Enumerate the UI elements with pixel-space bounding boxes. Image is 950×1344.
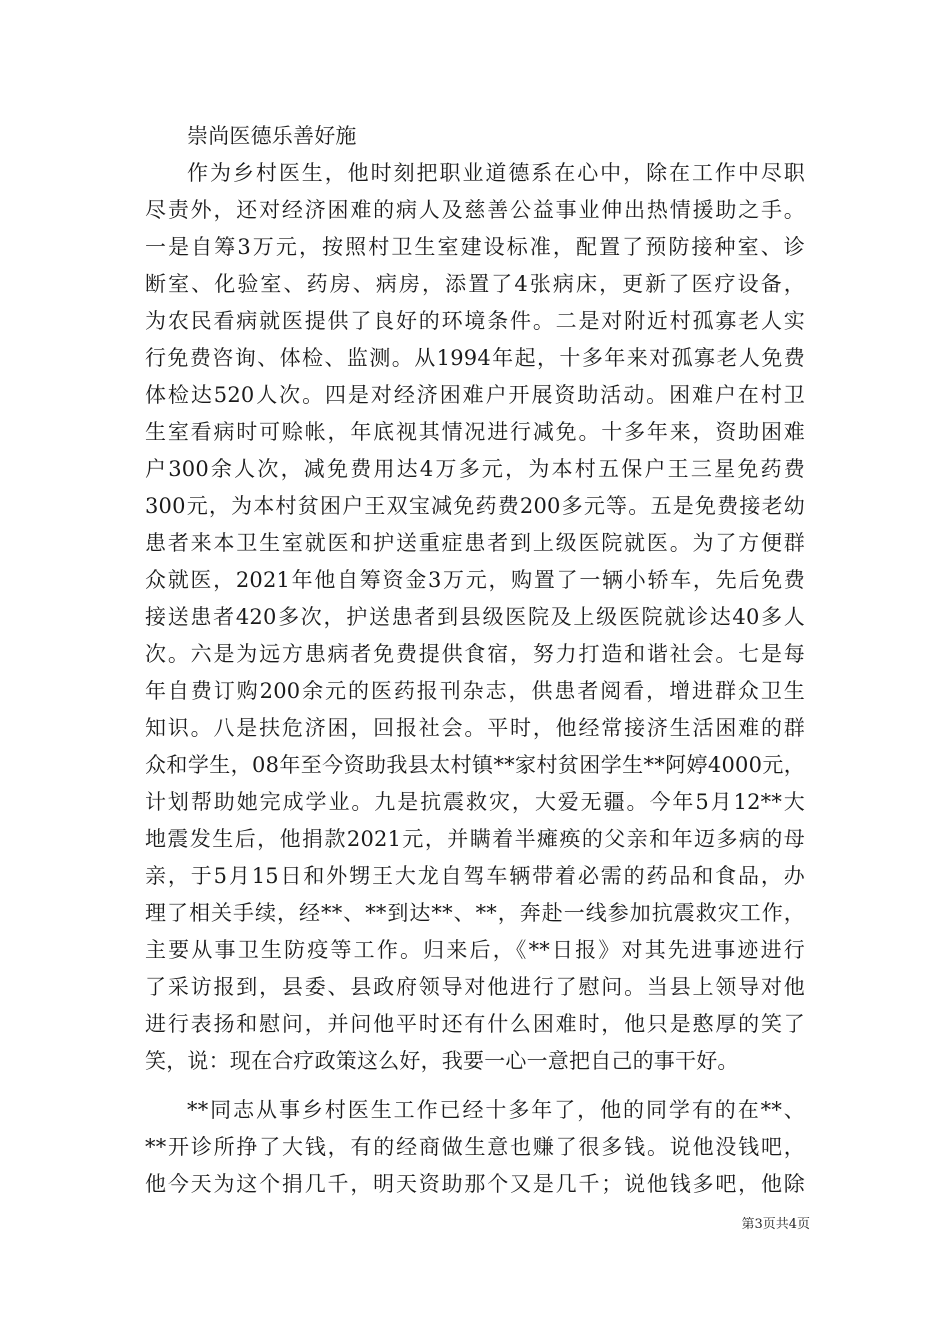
paragraph-line: 地震发生后，他捐款2021元，并瞒着半瘫痪的父亲和年迈多病的母 — [145, 827, 805, 851]
paragraph-line: 计划帮助她完成学业。九是抗震救灾，大爱无疆。今年5月12**大 — [145, 790, 805, 814]
paragraph-line: 他今天为这个捐几千，明天资助那个又是几千；说他钱多吧，他除 — [145, 1172, 805, 1196]
paragraph-line: 生室看病时可赊帐，年底视其情况进行减免。十多年来，资助困难 — [145, 420, 805, 444]
paragraph-line: 了采访报到，县委、县政府领导对他进行了慰问。当县上领导对他 — [145, 975, 805, 999]
paragraph-line: 作为乡村医生，他时刻把职业道德系在心中，除在工作中尽职 — [187, 161, 805, 185]
paragraph-line: 亲，于5月15日和外甥王大龙自驾车辆带着必需的药品和食品，办 — [145, 864, 805, 888]
paragraph-line: 年自费订购200余元的医药报刊杂志，供患者阅看，增进群众卫生 — [145, 679, 805, 703]
paragraph-line: 断室、化验室、药房、病房，添置了4张病床，更新了医疗设备， — [145, 272, 805, 296]
paragraph-line: 众和学生，08年至今资助我县太村镇**家村贫困学生**阿婷4000元， — [145, 753, 805, 777]
paragraph-line: **同志从事乡村医生工作已经十多年了，他的同学有的在**、 — [187, 1098, 805, 1122]
paragraph-line: 户300余人次，减免费用达4万多元，为本村五保户王三星免药费 — [145, 457, 805, 481]
paragraph-line: **开诊所挣了大钱，有的经商做生意也赚了很多钱。说他没钱吧， — [145, 1135, 805, 1159]
paragraph-line: 一是自筹3万元，按照村卫生室建设标准，配置了预防接种室、诊 — [145, 235, 805, 259]
paragraph-line: 众就医，2021年他自筹资金3万元，购置了一辆小轿车，先后免费 — [145, 568, 805, 592]
paragraph-line: 知识。八是扶危济困，回报社会。平时，他经常接济生活困难的群 — [145, 716, 805, 740]
paragraph-line: 患者来本卫生室就医和护送重症患者到上级医院就医。为了方便群 — [145, 531, 805, 555]
paragraph-line: 进行表扬和慰问，并问他平时还有什么困难时，他只是憨厚的笑了 — [145, 1012, 805, 1036]
paragraph-line: 理了相关手续，经**、**到达**、**，奔赴一线参加抗震救灾工作， — [145, 901, 805, 925]
section-heading: 崇尚医德乐善好施 — [187, 124, 357, 148]
paragraph-line: 主要从事卫生防疫等工作。归来后，《**日报》对其先进事迹进行 — [145, 938, 805, 962]
paragraph-line: 300元，为本村贫困户王双宝减免药费200多元等。五是免费接老幼 — [145, 494, 805, 518]
paragraph-line: 接送患者420多次，护送患者到县级医院及上级医院就诊达40多人 — [145, 605, 805, 629]
paragraph-line: 尽责外，还对经济困难的病人及慈善公益事业伸出热情援助之手。 — [145, 198, 805, 222]
paragraph-line: 体检达520人次。四是对经济困难户开展资助活动。困难户在村卫 — [145, 383, 805, 407]
page-number-footer: 第3页共4页 — [741, 1217, 810, 1232]
paragraph-line: 行免费咨询、体检、监测。从1994年起，十多年来对孤寡老人免费 — [145, 346, 805, 370]
paragraph-line: 笑，说：现在合疗政策这么好，我要一心一意把自己的事干好。 — [145, 1049, 739, 1073]
paragraph-line: 为农民看病就医提供了良好的环境条件。二是对附近村孤寡老人实 — [145, 309, 805, 333]
paragraph-line: 次。六是为远方患病者免费提供食宿，努力打造和谐社会。七是每 — [145, 642, 805, 666]
